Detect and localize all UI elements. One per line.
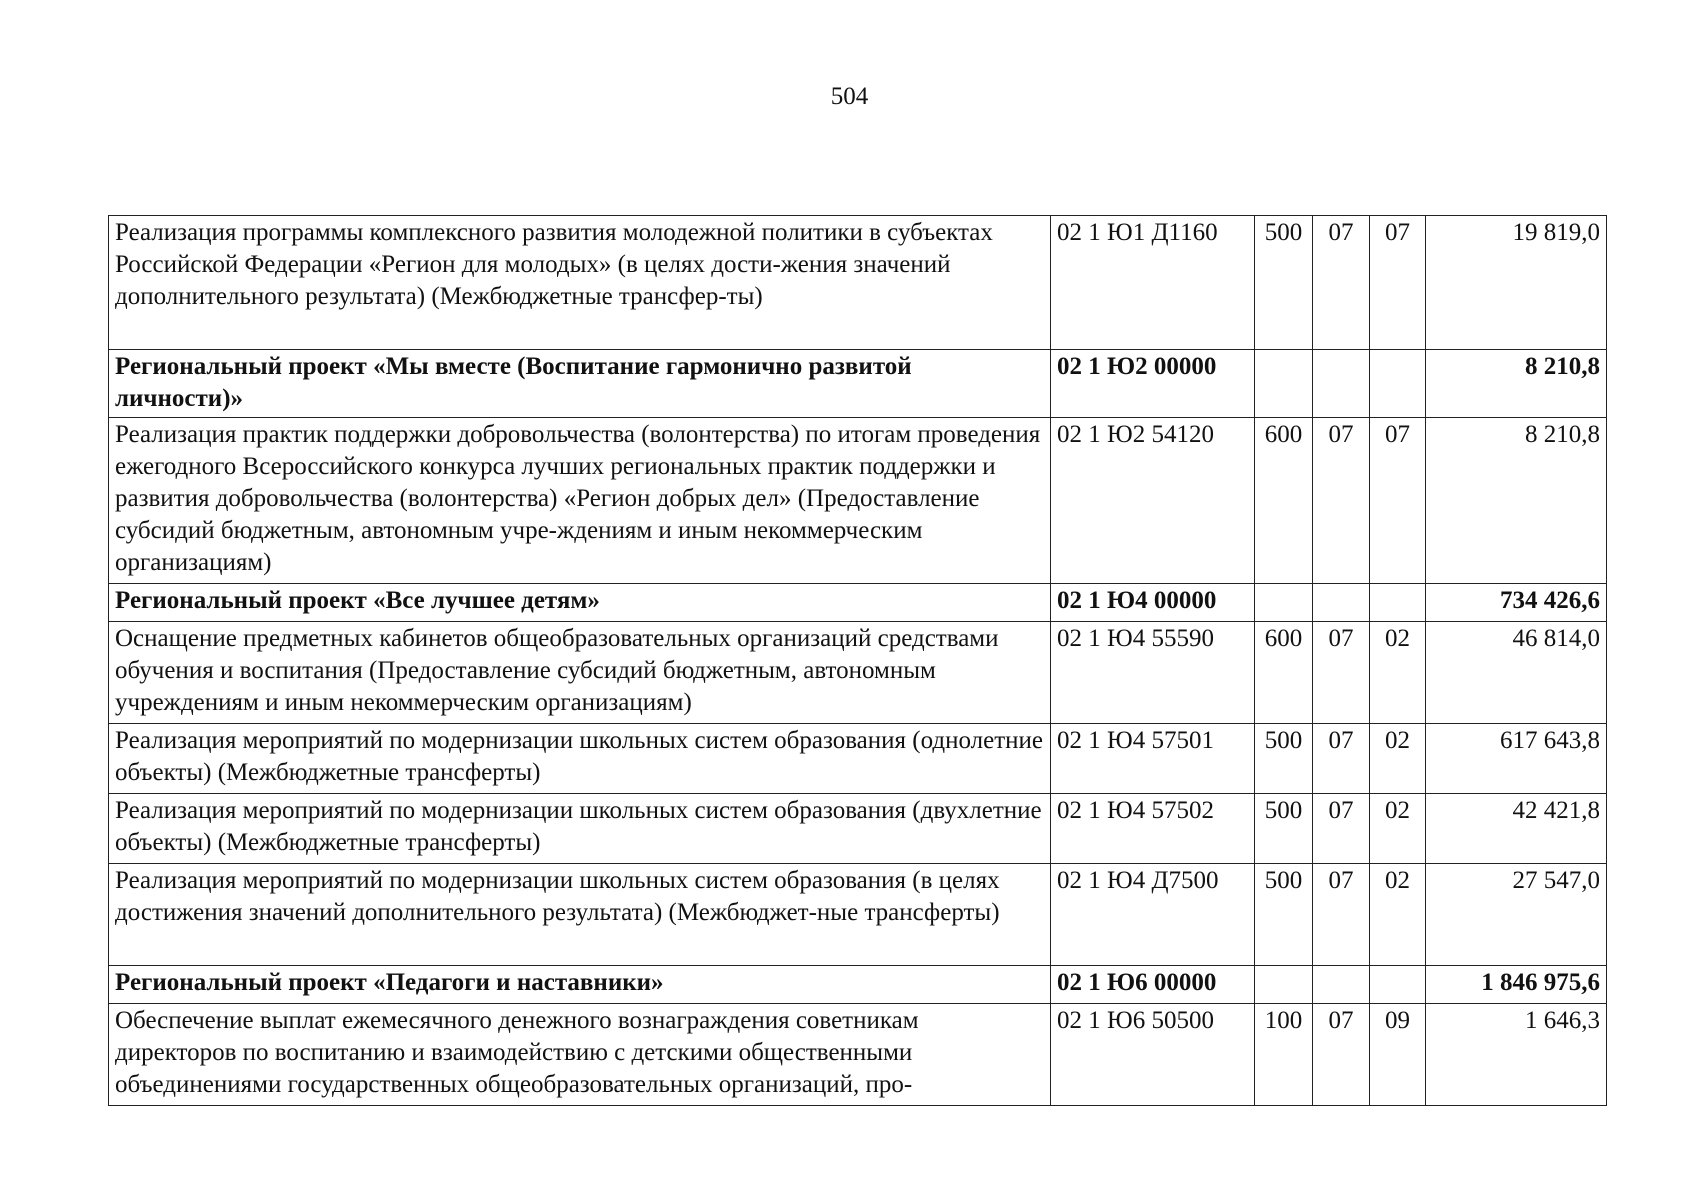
row-section-cell: 07: [1313, 1004, 1370, 1106]
row-name-cell: Региональный проект «Мы вместе (Воспитание гармонично развитой личности)»: [109, 350, 1051, 418]
row-sum-cell: 27 547,0: [1426, 864, 1607, 966]
row-expense-type-cell: 100: [1255, 1004, 1313, 1106]
page-number: 504: [830, 83, 869, 110]
row-subsection-cell: 02: [1370, 864, 1426, 966]
table-row: [109, 724, 1607, 794]
row-section-cell: 07: [1313, 622, 1370, 724]
row-subsection-cell: 07: [1370, 216, 1426, 350]
row-expense-type-cell: [1255, 350, 1313, 418]
row-subsection-cell: 09: [1370, 1004, 1426, 1106]
row-expense-type-cell: [1255, 584, 1313, 622]
row-subsection-cell: [1370, 584, 1426, 622]
row-sum-cell: 617 643,8: [1426, 724, 1607, 794]
row-section-cell: [1313, 966, 1370, 1004]
table-row: [109, 622, 1607, 724]
row-code-cell: 02 1 Ю1 Д1160: [1051, 216, 1255, 350]
row-sum-cell: 46 814,0: [1426, 622, 1607, 724]
table-row-project: [109, 584, 1607, 622]
row-code-cell: 02 1 Ю6 50500: [1051, 1004, 1255, 1106]
row-expense-type-cell: 500: [1255, 724, 1313, 794]
row-sum-cell: 8 210,8: [1426, 418, 1607, 584]
row-subsection-cell: [1370, 966, 1426, 1004]
row-subsection-cell: 07: [1370, 418, 1426, 584]
row-sum-cell: 1 846 975,6: [1426, 966, 1607, 1004]
row-section-cell: 07: [1313, 794, 1370, 864]
row-sum-cell: 734 426,6: [1426, 584, 1607, 622]
row-name-cell: Реализация практик поддержки добровольчества (волонтерства) по итогам проведения ежегодного Всероссийского конкурса лучших региональных практик поддержки и развития добровольчества (волонтерства) «Регион добрых дел» (Предоставление субсидий бюджетным, автономным учре-ждениям и иным некоммерческим организациям): [109, 418, 1051, 584]
row-section-cell: 07: [1313, 864, 1370, 966]
row-expense-type-cell: 600: [1255, 622, 1313, 724]
row-subsection-cell: 02: [1370, 794, 1426, 864]
row-section-cell: 07: [1313, 724, 1370, 794]
row-subsection-cell: 02: [1370, 622, 1426, 724]
row-code-cell: 02 1 Ю4 57502: [1051, 794, 1255, 864]
table-row: [109, 794, 1607, 864]
table-row: [109, 864, 1607, 966]
budget-table: [108, 215, 1607, 1106]
row-code-cell: 02 1 Ю4 Д7500: [1051, 864, 1255, 966]
row-section-cell: 07: [1313, 418, 1370, 584]
row-subsection-cell: [1370, 350, 1426, 418]
row-subsection-cell: 02: [1370, 724, 1426, 794]
row-section-cell: [1313, 350, 1370, 418]
row-name-cell: Региональный проект «Все лучшее детям»: [109, 584, 1051, 622]
table-row: [109, 216, 1607, 350]
row-code-cell: 02 1 Ю2 00000: [1051, 350, 1255, 418]
row-section-cell: [1313, 584, 1370, 622]
row-section-cell: 07: [1313, 216, 1370, 350]
row-name-cell: Реализация мероприятий по модернизации школьных систем образования (однолетние объекты) (Межбюджетные трансферты): [109, 724, 1051, 794]
row-code-cell: 02 1 Ю4 00000: [1051, 584, 1255, 622]
table-row-project: [109, 966, 1607, 1004]
table-row-project: [109, 350, 1607, 418]
budget-table-body: [109, 216, 1607, 1106]
row-code-cell: 02 1 Ю6 00000: [1051, 966, 1255, 1004]
row-code-cell: 02 1 Ю2 54120: [1051, 418, 1255, 584]
row-name-cell: Региональный проект «Педагоги и наставники»: [109, 966, 1051, 1004]
row-expense-type-cell: 500: [1255, 794, 1313, 864]
row-expense-type-cell: 600: [1255, 418, 1313, 584]
row-name-cell: Оснащение предметных кабинетов общеобразовательных организаций средствами обучения и воспитания (Предоставление субсидий бюджетным, автономным учреждениям и иным некоммерческим организациям): [109, 622, 1051, 724]
table-row: [109, 1004, 1607, 1106]
row-name-cell: Реализация программы комплексного развития молодежной политики в субъектах Российской Федерации «Регион для молодых» (в целях дости-жения значений дополнительного результата) (Межбюджетные трансфер-ты): [109, 216, 1051, 350]
row-sum-cell: 42 421,8: [1426, 794, 1607, 864]
table-row: [109, 418, 1607, 584]
row-sum-cell: 1 646,3: [1426, 1004, 1607, 1106]
row-expense-type-cell: 500: [1255, 216, 1313, 350]
row-sum-cell: 19 819,0: [1426, 216, 1607, 350]
row-code-cell: 02 1 Ю4 57501: [1051, 724, 1255, 794]
row-sum-cell: 8 210,8: [1426, 350, 1607, 418]
row-name-cell: Обеспечение выплат ежемесячного денежного вознаграждения советникам директоров по воспитанию и взаимодействию с детскими общественными объединениями государственных общеобразовательных организаций, про-: [109, 1004, 1051, 1106]
row-name-cell: Реализация мероприятий по модернизации школьных систем образования (в целях достижения значений дополнительного результата) (Межбюджет-ные трансферты): [109, 864, 1051, 966]
row-expense-type-cell: [1255, 966, 1313, 1004]
row-code-cell: 02 1 Ю4 55590: [1051, 622, 1255, 724]
row-name-cell: Реализация мероприятий по модернизации школьных систем образования (двухлетние объекты) (Межбюджетные трансферты): [109, 794, 1051, 864]
row-expense-type-cell: 500: [1255, 864, 1313, 966]
